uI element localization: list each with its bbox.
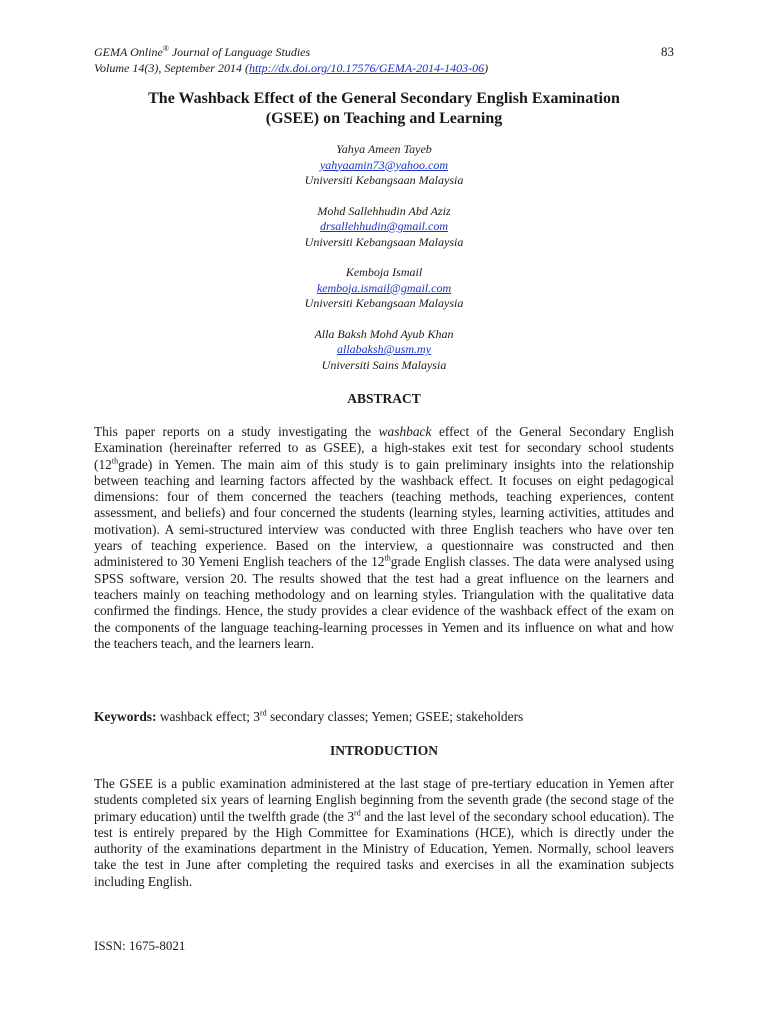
author-email-link[interactable]: yahyaamin73@yahoo.com	[319, 157, 448, 172]
keywords-text: washback effect; 3	[156, 709, 260, 724]
doi-link[interactable]: http://dx.doi.org/10.17576/GEMA-2014-1403-06	[248, 61, 485, 75]
volume-line	[94, 60, 674, 76]
author-affiliation: Universiti Kebangsaan Malaysia	[304, 173, 464, 187]
author-email-link[interactable]: allabaksh@usm.my	[336, 342, 432, 356]
title-line-2: (GSEE) on Teaching and Learning	[265, 110, 503, 127]
abstract-text: This paper reports on a study investigating the	[94, 424, 379, 439]
keywords-line	[94, 709, 674, 725]
superscript: th	[111, 456, 119, 466]
introduction-text: and the last level of the secondary school education). The test is entirely prepared by the High Committee for Examinations (HCE), which is directly under the authority of the examinations department in the Ministry of Education, Yemen. Normally, school leavers take the test in June after completing the required tasks and exercises in all the examination subjects including English.	[94, 808, 674, 889]
author-list	[94, 142, 674, 388]
abstract-body	[94, 424, 674, 652]
author-block	[94, 265, 674, 312]
paper-title	[94, 89, 674, 129]
running-header	[94, 44, 674, 76]
author-name: Mohd Sallehhudin Abd Aziz	[317, 203, 451, 218]
author-name: Kemboja Ismail	[345, 265, 423, 279]
author-block	[94, 204, 674, 251]
abstract-text: grade) in Yemen. The main aim of this study is to gain preliminary insights into the relationship between teaching and learning factors affected by the washback effect. It focuses on eight pedagogical dimensions: four of them concerned the teachers (teaching methods, teaching experiences, content assessment, and beliefs) and four concerned the students (learning styles, learning activities, attitudes and motivation). A semi-structured interview was conducted with three English teachers who have over ten years of teaching experience. Based on the interview, a questionnaire was constructed and then administered to 30 Yemeni English teachers of the 12	[94, 456, 674, 570]
page-number: 83	[661, 44, 674, 59]
author-block	[94, 327, 674, 374]
issn-footer: ISSN: 1675-8021	[94, 938, 186, 953]
author-block	[94, 142, 674, 189]
abstract-text: effect of the General Secondary English Examination (hereinafter referred to as GSEE), a high-stakes exit test for secondary school students (12	[94, 424, 674, 472]
author-affiliation: Universiti Kebangsaan Malaysia	[304, 296, 464, 310]
author-affiliation: Universiti Sains Malaysia	[321, 357, 447, 372]
author-affiliation: Universiti Kebangsaan Malaysia	[304, 234, 464, 249]
abstract-heading: ABSTRACT	[347, 391, 421, 406]
superscript: th	[384, 553, 391, 563]
keywords-label: Keywords:	[94, 709, 157, 724]
introduction-text: The GSEE is a public examination administered at the last stage of pre-tertiary education in Yemen after students completed six years of learning English beginning from the seventh grade (the second stage of the primary education) until the twelfth grade (the 3	[94, 776, 674, 824]
author-email-link[interactable]: kemboja.ismail@gmail.com	[316, 280, 452, 295]
title-line-1: The Washback Effect of the General Secondary English Examination	[148, 90, 620, 107]
journal-line	[94, 44, 674, 60]
author-email-link[interactable]: drsallehhudin@gmail.com	[319, 219, 449, 233]
superscript: rd	[259, 708, 267, 718]
abstract-text: grade English classes. The data were analysed using SPSS software, version 20. The results showed that the test had a great influence on the learners and teachers mainly on teaching methodology and on learning styles. Triangulation with the qualitative data confirmed the findings. Hence, the study provides a clear evidence of the washback effect of the exam on the components of the language teaching-learning processes in Yemen and its influence on what and how the teachers teach, and the learners learn.	[94, 554, 674, 651]
author-name: Yahya Ameen Tayeb	[336, 142, 432, 156]
journal-name: GEMA Online	[94, 45, 163, 59]
superscript: rd	[354, 808, 361, 818]
introduction-body	[94, 776, 674, 890]
keywords-text: secondary classes; Yemen; GSEE; stakeholders	[266, 709, 524, 724]
introduction-heading: INTRODUCTION	[329, 743, 438, 758]
volume-info: Volume 14(3), September 2014 (	[94, 61, 249, 75]
author-name: Alla Baksh Mohd Ayub Khan	[314, 326, 454, 341]
registered-mark: ®	[162, 44, 169, 53]
abstract-italic: washback	[378, 424, 432, 439]
journal-name-rest: Journal of Language Studies	[168, 45, 311, 59]
volume-close: )	[484, 61, 489, 75]
